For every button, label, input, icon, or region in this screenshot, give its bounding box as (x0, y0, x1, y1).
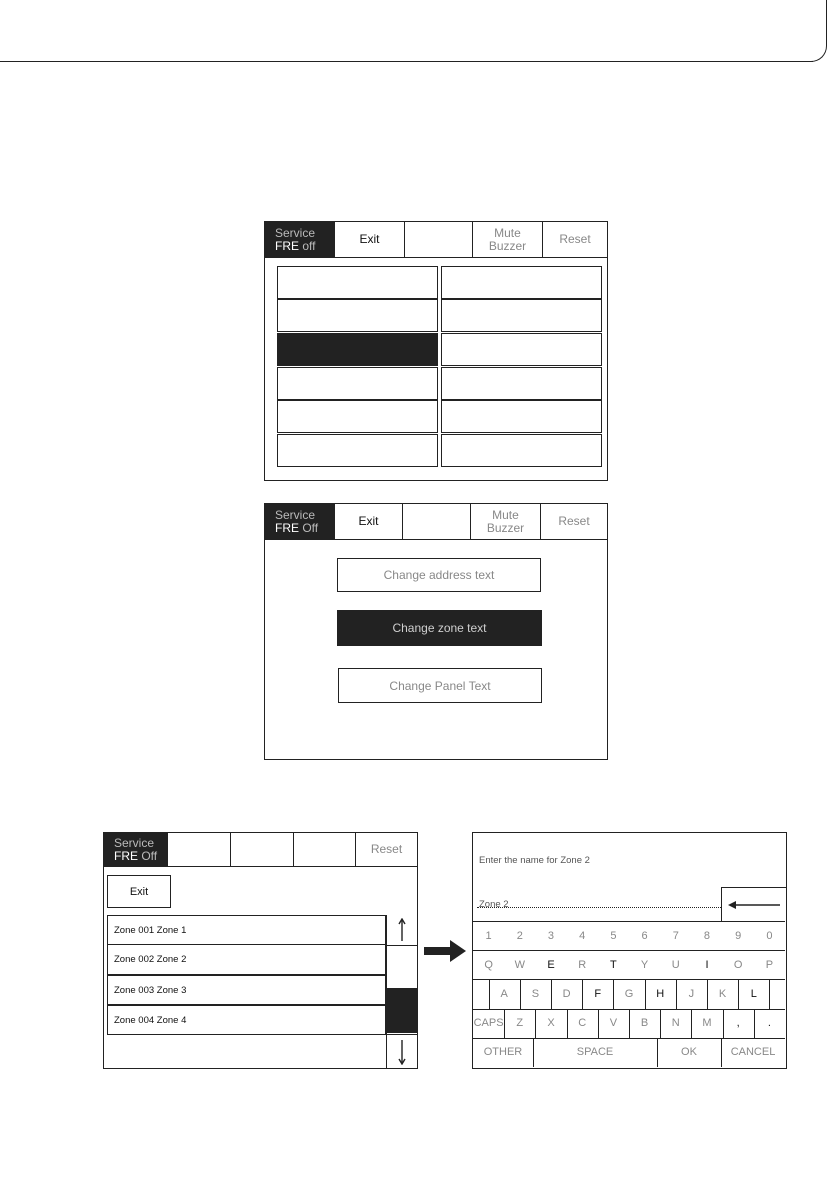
key-x[interactable]: X (547, 1017, 555, 1030)
blank-button[interactable] (403, 504, 471, 539)
zone-row[interactable]: Zone 004 Zone 4 (107, 1005, 386, 1035)
key-9[interactable]: 9 (735, 929, 742, 942)
mute-label: Mute (494, 225, 521, 240)
service-label: Service (275, 507, 316, 522)
arrow-up-icon (397, 918, 407, 942)
key-comma[interactable]: , (736, 1017, 740, 1030)
screen-text-menu (264, 503, 608, 760)
screen-keyboard (472, 832, 787, 1069)
exit-label: Exit (359, 232, 380, 246)
change-panel-text-button[interactable]: Change Panel Text (338, 668, 542, 703)
scrollbar[interactable] (386, 915, 417, 1068)
header-line (0, 61, 813, 62)
blank-button[interactable] (168, 833, 231, 866)
key-caps[interactable]: CAPS (473, 1017, 504, 1030)
key-5[interactable]: 5 (610, 929, 617, 942)
mute-buzzer-button[interactable] (471, 504, 541, 539)
key-h[interactable]: H (656, 987, 665, 1000)
menu-cell[interactable] (277, 266, 438, 299)
key-7[interactable]: 7 (672, 929, 679, 942)
prompt-text: Enter the name for Zone 2 (479, 855, 590, 866)
zone-row[interactable]: Zone 001 Zone 1 (107, 915, 386, 945)
key-j[interactable]: J (688, 987, 695, 1000)
change-zone-text-button[interactable]: Change zone text (337, 610, 542, 646)
key-s[interactable]: S (531, 987, 540, 1000)
keyboard (473, 921, 785, 1067)
input-value: Zone 2 (479, 899, 509, 910)
exit-label: Exit (358, 514, 379, 528)
menu-cell[interactable] (441, 266, 602, 299)
screen-main-menu (264, 221, 608, 481)
page-header-rule (0, 0, 839, 62)
mute-label: Mute (492, 507, 519, 522)
blank-button[interactable] (294, 833, 356, 866)
key-e[interactable]: E (547, 958, 555, 971)
key-b[interactable]: B (640, 1017, 649, 1030)
service-fre-button[interactable] (265, 504, 335, 539)
menu-cell[interactable] (441, 333, 602, 366)
key-1[interactable]: 1 (485, 929, 492, 942)
key-period[interactable]: . (767, 1017, 771, 1030)
backspace-button[interactable] (721, 887, 786, 921)
scroll-up-button[interactable] (387, 915, 417, 946)
buzzer-label: Buzzer (486, 520, 525, 535)
arrow-right-icon (424, 940, 466, 962)
key-y[interactable]: Y (640, 958, 649, 971)
arrow-left-icon (728, 900, 780, 910)
blank-button[interactable] (405, 222, 473, 257)
mute-buzzer-button[interactable] (473, 222, 543, 257)
key-z[interactable]: Z (516, 1017, 524, 1030)
scroll-thumb[interactable] (387, 988, 417, 1033)
key-3[interactable]: 3 (547, 929, 555, 942)
exit-button[interactable] (335, 504, 403, 539)
blank-button[interactable] (231, 833, 294, 866)
key-n[interactable]: N (671, 1017, 680, 1030)
key-l[interactable]: L (750, 987, 757, 1000)
reset-label: Reset (370, 842, 403, 856)
key-ok[interactable]: OK (681, 1046, 697, 1059)
key-space[interactable]: SPACE (576, 1046, 614, 1059)
key-f[interactable]: F (594, 987, 602, 1000)
key-p[interactable]: P (765, 958, 774, 971)
screen-zone-list (103, 832, 418, 1069)
reset-button[interactable] (541, 504, 607, 539)
fre-state: Off (302, 520, 319, 535)
key-c[interactable]: C (578, 1017, 587, 1030)
buzzer-label: Buzzer (488, 238, 527, 253)
topbar (265, 504, 607, 540)
menu-cell[interactable] (441, 400, 602, 433)
menu-cell[interactable] (441, 434, 602, 467)
fre-state: off (302, 238, 316, 253)
text-input[interactable] (477, 887, 721, 911)
key-6[interactable]: 6 (641, 929, 648, 942)
key-q[interactable]: Q (484, 958, 493, 971)
reset-label: Reset (558, 514, 590, 528)
menu-cell[interactable] (277, 299, 438, 332)
key-0[interactable]: 0 (766, 929, 773, 942)
fre-label: FRE (275, 520, 299, 535)
header-corner (811, 0, 827, 62)
reset-button[interactable] (356, 833, 417, 866)
key-a[interactable]: A (500, 987, 508, 1000)
menu-cell[interactable] (277, 434, 438, 467)
key-o[interactable]: O (733, 958, 743, 971)
key-u[interactable]: U (671, 958, 680, 971)
menu-cell-selected[interactable] (277, 333, 438, 366)
change-address-text-button[interactable]: Change address text (337, 558, 541, 592)
topbar (265, 222, 607, 258)
service-label: Service (114, 835, 155, 850)
key-8[interactable]: 8 (703, 929, 711, 942)
key-w[interactable]: W (514, 958, 525, 971)
keyboard-key-divider (769, 979, 770, 1008)
exit-button[interactable] (335, 222, 405, 257)
scroll-down-button[interactable] (387, 1034, 417, 1068)
zone-row[interactable]: Zone 003 Zone 3 (107, 975, 386, 1005)
key-2[interactable]: 2 (516, 929, 523, 942)
key-m[interactable]: M (702, 1017, 712, 1030)
reset-label: Reset (559, 232, 591, 246)
fre-label: FRE (114, 848, 138, 863)
menu-cell[interactable] (277, 400, 438, 433)
zone-row[interactable]: Zone 002 Zone 2 (107, 945, 386, 975)
key-g[interactable]: G (624, 987, 634, 1000)
service-fre-button[interactable] (104, 833, 168, 866)
service-fre-button[interactable] (265, 222, 335, 257)
reset-button[interactable] (543, 222, 607, 257)
service-label: Service (275, 225, 316, 240)
key-v[interactable]: V (609, 1017, 618, 1030)
input-underline (477, 907, 721, 908)
menu-cell[interactable] (441, 299, 602, 332)
menu-cell[interactable] (441, 367, 602, 400)
key-r[interactable]: R (578, 958, 587, 971)
key-k[interactable]: K (718, 987, 727, 1000)
key-4[interactable]: 4 (579, 929, 586, 942)
menu-cell[interactable] (277, 367, 438, 400)
topbar (104, 833, 417, 867)
key-other[interactable]: OTHER (483, 1046, 523, 1059)
exit-button[interactable]: Exit (107, 875, 171, 908)
arrow-down-icon (397, 1039, 407, 1065)
key-t[interactable]: T (610, 958, 617, 971)
fre-label: FRE (275, 238, 299, 253)
fre-state: Off (141, 848, 158, 863)
key-d[interactable]: D (562, 987, 571, 1000)
key-cancel[interactable]: CANCEL (730, 1046, 776, 1059)
key-i[interactable]: I (705, 958, 709, 971)
